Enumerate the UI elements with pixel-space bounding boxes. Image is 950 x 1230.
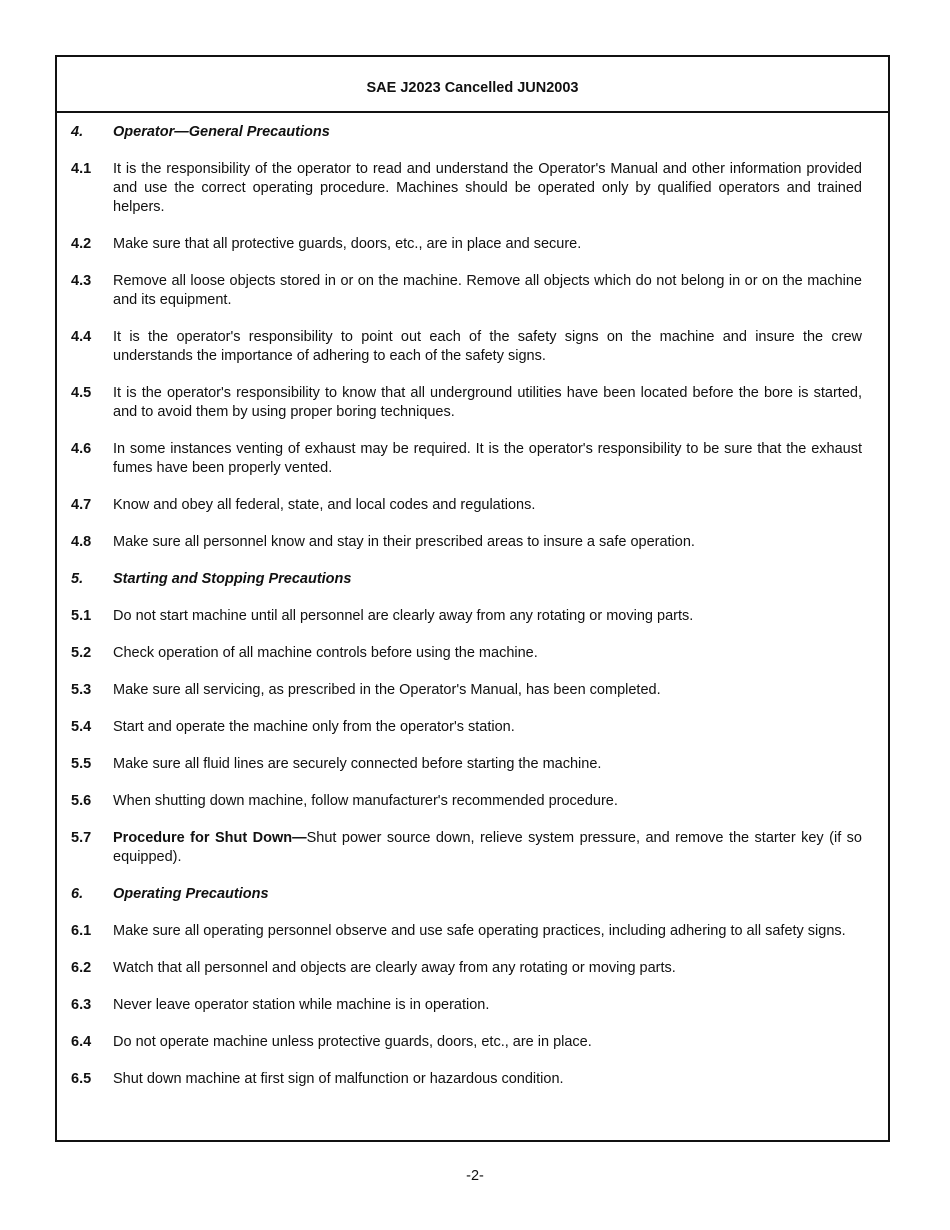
- paragraph-number: 5.3: [71, 682, 92, 698]
- paragraph-text: Remove all loose objects stored in or on the machine. Remove all objects which do not belong in or on the machine and its equipment.: [113, 273, 862, 308]
- paragraph: [71, 272, 862, 310]
- paragraph: [71, 328, 862, 366]
- paragraph-number: 5.: [71, 571, 84, 587]
- section-heading: [71, 885, 862, 904]
- paragraph-number: 4.5: [71, 385, 92, 401]
- paragraph-number: 4.8: [71, 534, 92, 550]
- paragraph-text: Make sure all servicing, as prescribed in the Operator's Manual, has been completed.: [113, 682, 661, 698]
- paragraph-text: In some instances venting of exhaust may be required. It is the operator's responsibility to be sure that the exhaust fumes have been properly vented.: [113, 441, 862, 476]
- paragraph-text: Make sure all fluid lines are securely connected before starting the machine.: [113, 756, 602, 772]
- paragraph-number: 5.5: [71, 756, 92, 772]
- paragraph-text: Do not operate machine unless protective guards, doors, etc., are in place.: [113, 1034, 592, 1050]
- paragraph: [71, 496, 862, 515]
- paragraph-number: 5.4: [71, 719, 92, 735]
- paragraph-number: 4.6: [71, 441, 92, 457]
- paragraph-number: 4.7: [71, 497, 92, 513]
- section-title: Operator—General Precautions: [113, 124, 330, 140]
- paragraph-number: 6.1: [71, 923, 92, 939]
- paragraph-number: 6.2: [71, 960, 92, 976]
- paragraph-number: 4.4: [71, 329, 92, 345]
- paragraph: [71, 959, 862, 978]
- paragraph-number: 6.5: [71, 1071, 92, 1087]
- paragraph-number: 5.6: [71, 793, 92, 809]
- document-frame: [55, 55, 890, 1142]
- paragraph-text: It is the operator's responsibility to point out each of the safety signs on the machine and insure the crew understands the importance of adhering to each of the safety signs.: [113, 329, 862, 364]
- paragraph-text: Do not start machine until all personnel are clearly away from any rotating or moving parts.: [113, 608, 694, 624]
- section-title: Operating Precautions: [113, 886, 269, 902]
- paragraph: [71, 533, 862, 552]
- paragraph: [71, 1033, 862, 1052]
- paragraph-text: Make sure all operating personnel observe and use safe operating practices, including adhering to all safety signs.: [113, 923, 846, 939]
- paragraph: [71, 792, 862, 811]
- paragraph-text: Start and operate the machine only from the operator's station.: [113, 719, 515, 735]
- paragraph-text: [113, 829, 862, 867]
- paragraph-number: 6.4: [71, 1034, 92, 1050]
- paragraph-text: Make sure that all protective guards, doors, etc., are in place and secure.: [113, 236, 582, 252]
- paragraph-number: 4.: [71, 124, 84, 140]
- paragraph-text: Watch that all personnel and objects are clearly away from any rotating or moving parts.: [113, 960, 676, 976]
- paragraph: [71, 440, 862, 478]
- document-body: [57, 113, 888, 1089]
- paragraph: [71, 384, 862, 422]
- paragraph-number: 5.2: [71, 645, 92, 661]
- paragraph: [71, 755, 862, 774]
- paragraph-text: Make sure all personnel know and stay in their prescribed areas to insure a safe operation.: [113, 534, 695, 550]
- paragraph-text: Check operation of all machine controls before using the machine.: [113, 645, 538, 661]
- paragraph-text: Never leave operator station while machine is in operation.: [113, 997, 490, 1013]
- paragraph-text: When shutting down machine, follow manufacturer's recommended procedure.: [113, 793, 618, 809]
- document-header: [57, 57, 888, 113]
- paragraph-number: 4.3: [71, 273, 92, 289]
- paragraph: [71, 607, 862, 626]
- paragraph-number: 5.1: [71, 608, 92, 624]
- document-title: SAE J2023 Cancelled JUN2003: [366, 80, 579, 96]
- paragraph-body: Shut power source down, relieve system pressure, and remove the starter key (if so equipped).: [113, 830, 862, 865]
- paragraph: [71, 644, 862, 663]
- paragraph: [71, 829, 862, 867]
- paragraph-number: 5.7: [71, 830, 92, 846]
- section-heading: [71, 570, 862, 589]
- section-heading: [71, 123, 862, 142]
- paragraph: [71, 160, 862, 217]
- paragraph: [71, 996, 862, 1015]
- paragraph-number: 4.1: [71, 161, 92, 177]
- paragraph-text: Shut down machine at first sign of malfunction or hazardous condition.: [113, 1071, 564, 1087]
- paragraph: [71, 681, 862, 700]
- paragraph: [71, 1070, 862, 1089]
- paragraph-number: 6.3: [71, 997, 92, 1013]
- paragraph-text: Know and obey all federal, state, and local codes and regulations.: [113, 497, 536, 513]
- paragraph-text: It is the responsibility of the operator to read and understand the Operator's Manual and other information provided and use the correct operating procedure. Machines should be operated only by qualified operators and trained helpers.: [113, 161, 862, 215]
- paragraph: [71, 235, 862, 254]
- paragraph: [71, 718, 862, 737]
- paragraph-lead: Procedure for Shut Down—: [113, 830, 307, 846]
- paragraph: [71, 922, 862, 941]
- paragraph-number: 4.2: [71, 236, 92, 252]
- page-number: -2-: [466, 1168, 484, 1184]
- paragraph-text: It is the operator's responsibility to know that all underground utilities have been located before the bore is started, and to avoid them by using proper boring techniques.: [113, 385, 862, 420]
- section-title: Starting and Stopping Precautions: [113, 571, 352, 587]
- paragraph-number: 6.: [71, 886, 84, 902]
